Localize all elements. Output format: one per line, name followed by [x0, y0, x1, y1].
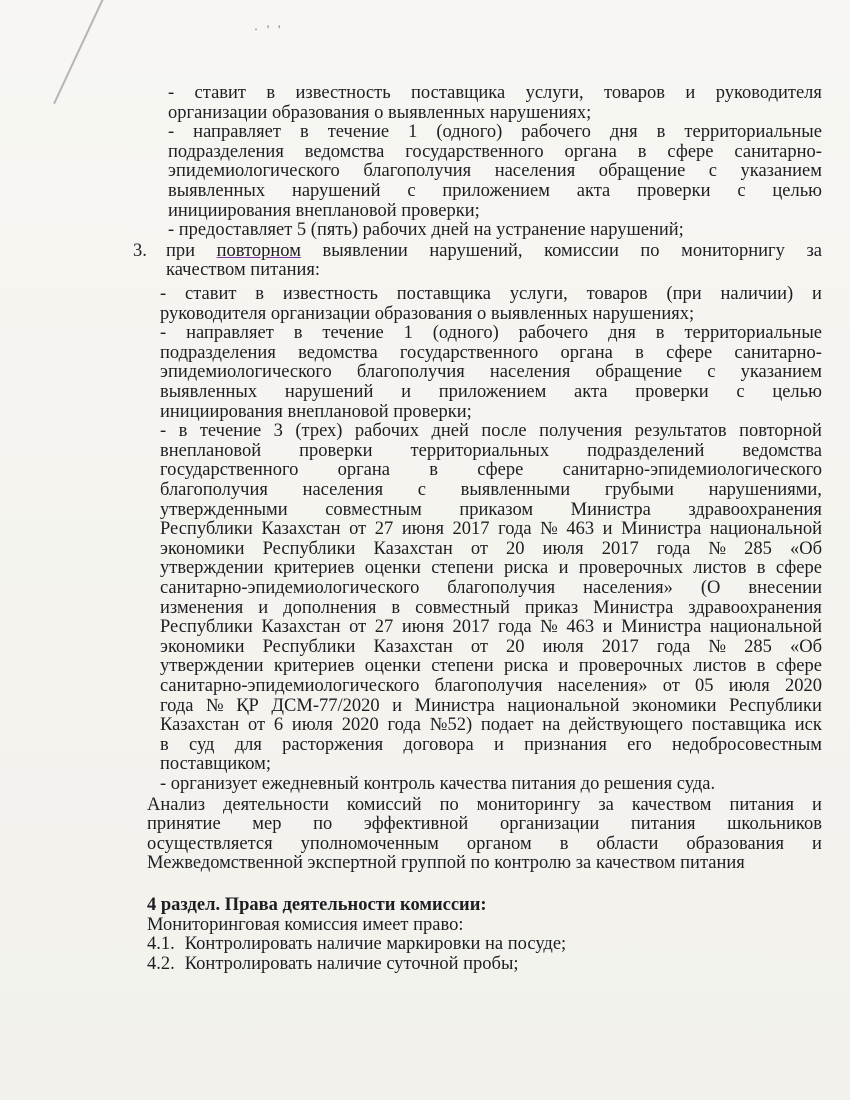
bullet-line: выявленных нарушений и приложением акта проверки с целью [160, 382, 822, 402]
analysis-line: Анализ деятельности комиссий по мониторингу за качеством питания и [147, 794, 822, 815]
bullet-line: внеплановой проверки территориальных подразделений ведомства [160, 440, 822, 461]
section-heading: 4 раздел. Права деятельности комиссии: [147, 895, 487, 915]
scan-fold-line [53, 0, 108, 104]
section-item [147, 935, 566, 955]
bullet-line: - ставит в известность поставщика услуги, товаров и руководителя [168, 83, 822, 103]
bullet-line: руководителя организации образования о выявленных нарушениях; [160, 303, 695, 324]
bullet-line: эпидемиологического благополучия населения обращение с указанием [168, 161, 822, 182]
bullet-line: поставщиком; [160, 754, 272, 775]
bullet-line: санитарно-эпидемиологического благополучия населения» от 05 июля 2020 [160, 676, 822, 696]
bullet-line: экономики Республики Казахстан от 20 июля 2017 года № 285 «Об [160, 538, 822, 559]
section-item-text: Контролировать наличие маркировки на посуде; [184, 934, 567, 955]
bullet-line: экономики Республики Казахстан от 20 июля 2017 года № 285 «Об [160, 636, 822, 657]
section-item-text: Контролировать наличие суточной пробы; [184, 953, 519, 974]
bullet-line: подразделения ведомства государственного органа в сфере санитарно- [160, 342, 822, 363]
analysis-line: принятие мер по эффективной организации питания школьников [147, 814, 822, 835]
bullet-line: санитарно-эпидемиологического благополучия населения» (О внесении [160, 578, 822, 598]
item3-first-line: при повторном выявлении нарушений, комиссии по мониторнигу за [166, 240, 822, 261]
section-item-number: 4.2. [147, 953, 175, 974]
bullet-line: утвержденными совместным приказом Министра здравоохранения [160, 499, 822, 520]
bullet-line: Республики Казахстан от 27 июня 2017 года № 463 и Министра национальной [160, 519, 822, 540]
bullet-line: Казахстан от 6 июля 2020 года №52) подает на действующего поставщика иск [160, 715, 822, 736]
bullet-line: инициирования внеплановой проверки; [168, 200, 480, 221]
bullet-line: утверждении критериев оценки степени риска и проверочных листов в сфере [160, 656, 822, 677]
bullet-line: эпидемиологического благополучия населения обращение с указанием [160, 362, 822, 383]
item3-second-line: качеством питания: [166, 260, 321, 281]
bullet-line: Республики Казахстан от 27 июня 2017 года № 463 и Министра национальной [160, 617, 822, 638]
scan-marks: · ' ' [254, 22, 284, 36]
analysis-line: осуществляется уполномоченным органом в области образования и [147, 833, 822, 854]
analysis-line: Межведомственной экспертной группой по контролю за качеством питания [147, 853, 745, 874]
bullet-line: - ставит в известность поставщика услуги, товаров (при наличии) и [160, 284, 822, 304]
bullet-line: утверждении критериев оценки степени риска и проверочных листов в сфере [160, 558, 822, 579]
bullet-line: инициирования внеплановой проверки; [160, 401, 472, 422]
bullet-line: благополучия населения с выявленными грубыми нарушениями, [160, 480, 822, 500]
section-item-number: 4.1. [147, 934, 175, 955]
bullet-line: - направляет в течение 1 (одного) рабочего дня в территориальные [168, 122, 822, 143]
list-number: 3. [133, 240, 147, 261]
bullet-line: года № ҚР ДСМ-77/2020 и Министра национальной экономики Республики [160, 695, 822, 716]
bullet-line: - направляет в течение 1 (одного) рабочего дня в территориальные [160, 323, 822, 344]
bullet-line: организации образования о выявленных нарушениях; [168, 102, 592, 123]
bullet-line: - предоставляет 5 (пять) рабочих дней на устранение нарушений; [168, 220, 684, 241]
bullet-line: в суд для расторжения договора и признания его недобросовестным [160, 734, 822, 755]
bullet-line: государственного органа в сфере санитарно-эпидемиологического [160, 460, 822, 481]
bullet-line: изменения и дополнения в совместный приказ Министра здравоохранения [160, 597, 822, 618]
bullet-line: - организует ежедневный контроль качества питания до решения суда. [160, 774, 716, 794]
section-intro: Мониторинговая комиссия имеет право: [147, 914, 464, 935]
section-item [147, 955, 519, 975]
bullet-line: подразделения ведомства государственного органа в сфере санитарно- [168, 141, 822, 162]
bullet-line: выявленных нарушений с приложением акта проверки с целью [168, 181, 822, 201]
bullet-line: - в течение 3 (трех) рабочих дней после получения результатов повторной [160, 421, 822, 442]
